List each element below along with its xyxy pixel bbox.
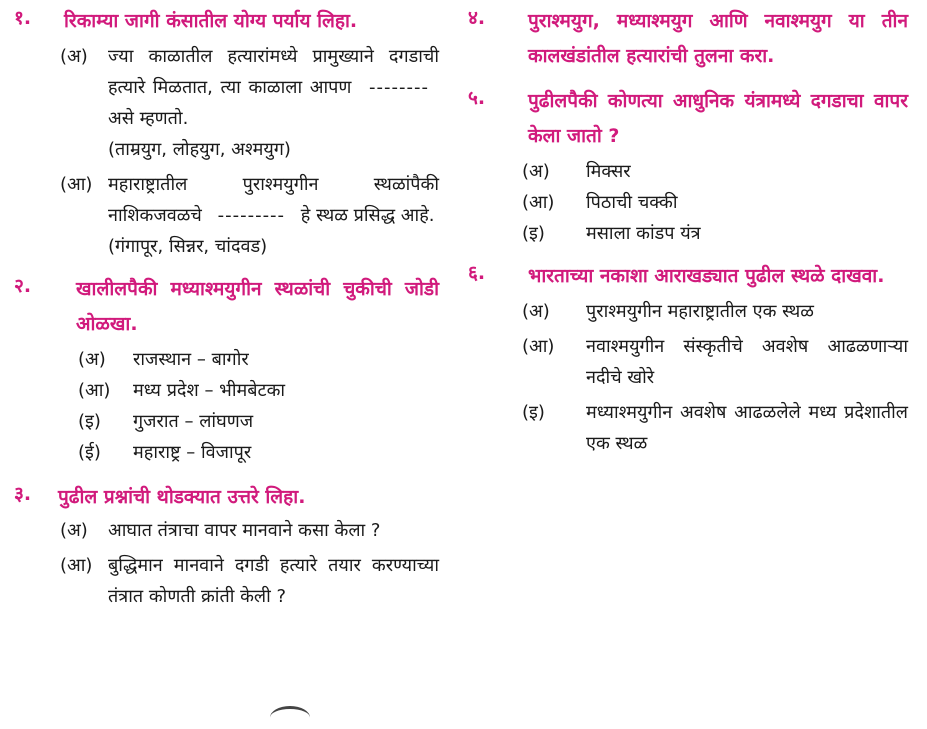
option-label: (आ) <box>522 336 555 357</box>
option-label: (इ) <box>78 411 101 432</box>
option-label: (इ) <box>522 402 545 423</box>
question-6-option-a <box>522 296 908 327</box>
question-2-text: खालीलपैकी मध्याश्मयुगीन स्थळांची चुकीची जोडी ओळखा. <box>76 278 439 335</box>
question-1-number: १. <box>14 7 32 29</box>
question-2-option-d <box>78 437 439 468</box>
question-5-options <box>522 156 908 249</box>
option-label: (आ) <box>60 555 93 576</box>
question-1-option-a <box>60 41 439 165</box>
option-text: आघात तंत्राचा वापर मानवाने कसा केला ? <box>108 520 381 541</box>
option-text: मसाला कांडप यंत्र <box>586 223 701 244</box>
option-label: (अ) <box>522 301 550 322</box>
question-1 <box>14 4 439 39</box>
option-choices: (गंगापूर, सिन्नर, चांदवड) <box>108 236 268 257</box>
question-6-text: भारताच्या नकाशा आराखड्यात पुढील स्थळे दाखवा. <box>528 265 885 287</box>
option-text: महाराष्ट्र – विजापूर <box>133 442 252 463</box>
question-4 <box>468 4 908 74</box>
question-1-text: रिकाम्या जागी कंसातील योग्य पर्याय लिहा. <box>64 10 358 32</box>
fill-blank: --------- <box>217 205 286 226</box>
question-2-option-a <box>78 344 439 375</box>
option-label: (अ) <box>78 349 106 370</box>
question-5-option-a <box>522 156 908 187</box>
option-text: मध्य प्रदेश – भीमबेटका <box>133 380 286 401</box>
option-choices: (ताम्रयुग, लोहयुग, अश्मयुग) <box>108 139 291 160</box>
question-2-option-b <box>78 375 439 406</box>
question-5-number: ५. <box>468 87 486 109</box>
question-3-options <box>60 515 439 612</box>
option-text: मध्याश्मयुगीन अवशेष आढळलेले मध्य प्रदेशातील एक स्थळ <box>586 402 908 454</box>
question-6-options <box>522 296 908 459</box>
option-text: मिक्सर <box>586 161 631 182</box>
question-3-option-b <box>60 550 439 612</box>
question-6-number: ६. <box>468 262 486 284</box>
question-6-option-c <box>522 397 908 459</box>
question-5 <box>468 84 908 154</box>
option-text: बुद्धिमान मानवाने दगडी हत्यारे तयार करण्याच्या तंत्रात कोणती क्रांती केली ? <box>108 555 439 607</box>
option-text: नवाश्मयुगीन संस्कृतीचे अवशेष आढळणाऱ्या नदीचे खोरे <box>586 336 908 388</box>
question-2 <box>14 272 439 342</box>
question-6 <box>468 259 908 294</box>
question-4-number: ४. <box>468 7 486 29</box>
question-5-text: पुढीलपैकी कोणत्या आधुनिक यंत्रामध्ये दगडाचा वापर केला जातो ? <box>528 90 908 147</box>
option-text: राजस्थान – बागोर <box>133 349 249 370</box>
question-3 <box>14 480 439 515</box>
question-3-option-a <box>60 515 439 546</box>
option-text: असे म्हणतो. <box>108 108 189 129</box>
option-text: गुजरात – लांघणज <box>133 411 254 432</box>
question-2-options <box>78 344 439 468</box>
option-label: (इ) <box>522 223 545 244</box>
option-label: (अ) <box>522 161 550 182</box>
question-3-text: पुढील प्रश्नांची थोडक्यात उत्तरे लिहा. <box>58 486 306 508</box>
option-text: पिठाची चक्की <box>586 192 678 213</box>
option-label: (अ) <box>60 46 88 67</box>
option-text: पुराश्मयुगीन महाराष्ट्रातील एक स्थळ <box>586 301 814 322</box>
question-1-option-b <box>60 169 439 262</box>
option-text: हे स्थळ प्रसिद्ध आहे. <box>300 205 435 226</box>
question-2-option-c <box>78 406 439 437</box>
fill-blank: -------- <box>369 77 429 98</box>
question-3-number: ३. <box>14 483 32 505</box>
option-label: (आ) <box>78 380 111 401</box>
option-text: ज्या काळातील हत्यारांमध्ये प्रामुख्याने दगडाची हत्यारे मिळतात, त्या काळाला आपण <box>108 46 439 98</box>
question-5-option-b <box>522 187 908 218</box>
option-label: (आ) <box>60 174 93 195</box>
right-column <box>468 0 908 459</box>
question-6-option-b <box>522 331 908 393</box>
question-4-text: पुराश्मयुग, मध्याश्मयुग आणि नवाश्मयुग या तीन कालखंडांतील हत्यारांची तुलना करा. <box>528 10 908 67</box>
question-5-option-c <box>522 218 908 249</box>
page-edge-arc <box>270 706 310 729</box>
option-label: (अ) <box>60 520 88 541</box>
option-label: (आ) <box>522 192 555 213</box>
option-text: महाराष्ट्रातील पुराश्मयुगीन स्थळांपैकी नाशिकजवळचे <box>108 174 439 226</box>
left-column <box>14 0 439 612</box>
question-2-number: २. <box>14 275 32 297</box>
option-label: (ई) <box>78 442 101 463</box>
